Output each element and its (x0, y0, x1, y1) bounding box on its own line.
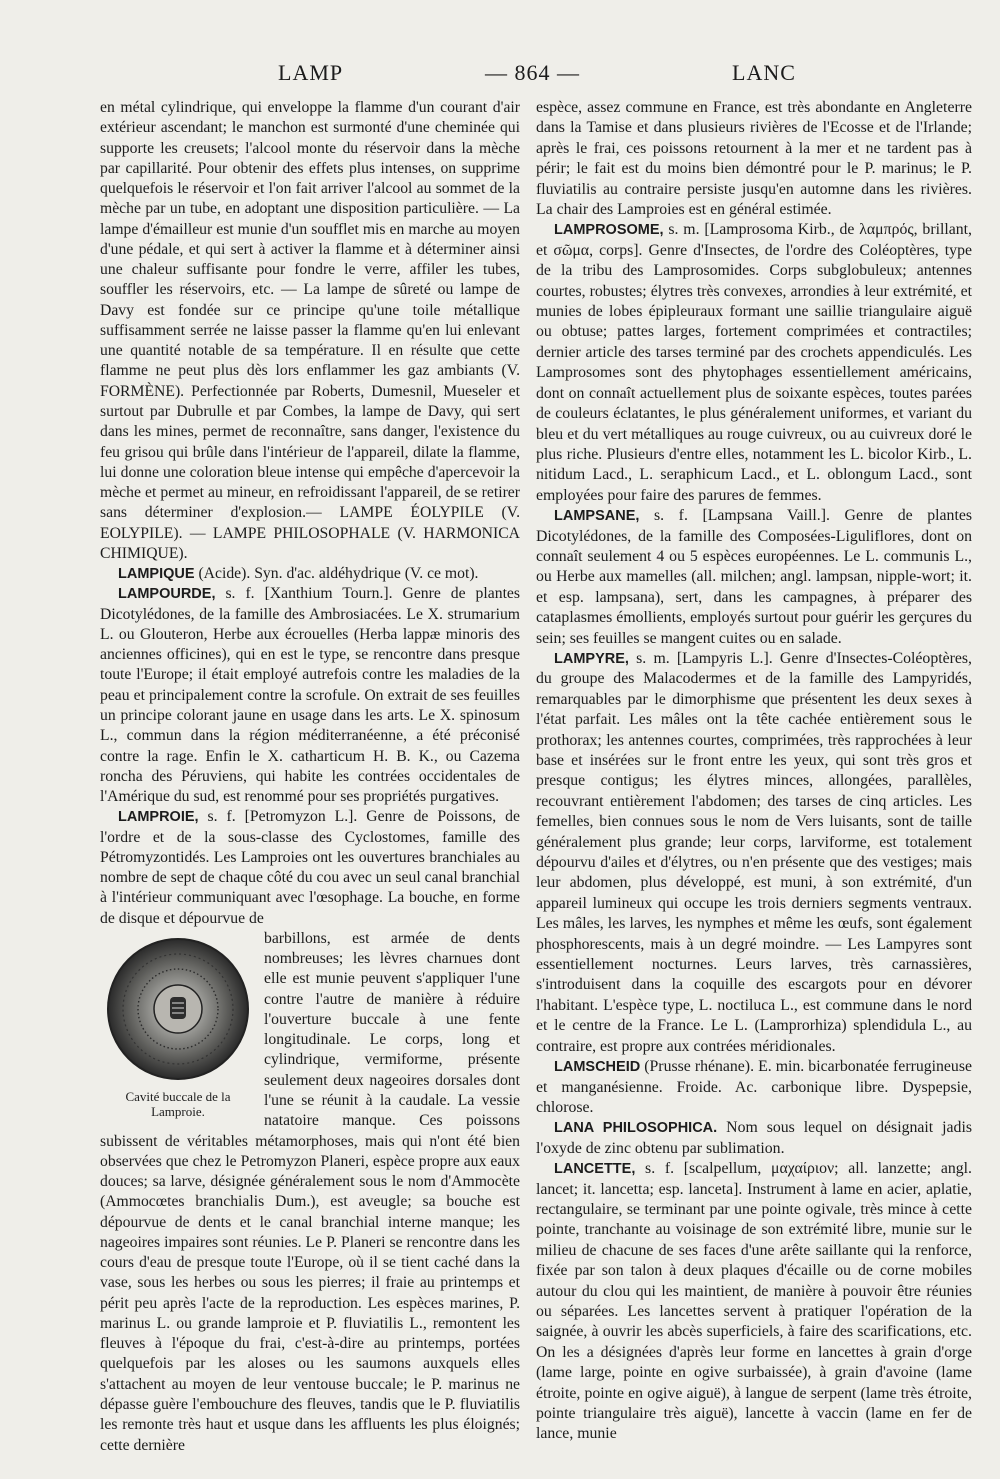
lamproie-figure-block (100, 929, 520, 1456)
definition: s. f. [scalpellum, μαχαίριον; all. lanzette; angl. lancet; it. lancetta; esp. lanceta]. Instrument à lame en acier, aplatie, rectangulaire, se terminant par une pointe ogivale, très mince à cette pointe, tranchante au voisinage de son extrémité libre, munie sur le milieu de chacune de ses faces d'une arête saillante qui la renforce, fixée par son talon à deux plaques d'écaille ou de corne mobiles autour du clou qui les maintient, de manière à pouvoir être réunies ou séparées. Les lancettes servent à pratiquer l'opération de la saignée, à ouvrir les abcès superficiels, à faire des scarifications, etc. On les a désignées d'après leur forme en lancettes à grain d'orge (lame large, pointe en ogive surbaissée), à grain d'avoine (lame étroite, pointe en ogive aiguë), à langue de serpent (lame très étroite, pointe triangulaire très aiguë), lancette à vaccin (lame en fer de lance, munie (536, 1160, 972, 1443)
right-column (536, 98, 972, 1445)
page-number: — 864 — (485, 60, 580, 85)
entry-lampsane (536, 506, 972, 649)
header-right-guideword: LANC (732, 60, 796, 85)
headword: LAMPOURDE, (118, 586, 216, 603)
headword: LANA PHILOSOPHICA. (554, 1120, 718, 1137)
lamproie-continued-text: barbillons, est armée de dents nombreuses; les lèvres charnues dont elle est munie peuvent s'appliquer l'une contre l'autre de manière à réduire l'ouverture buccale à une fente longitudinale. Le corps, long et cylindrique, vermiforme, présente seulement deux nageoires dorsales dont l'une se réunit à la caudale. La vessie natatoire manque. Ces poissons subissent de véritables métamorphoses, mais qui n'ont été bien observées que chez le Petromyzon Planeri, espèce propre aux eaux douces; sa larve, désignée généralement sous le nom d'Ammocète (Ammocœtes branchialis Dum.), est aveugle; sa bouche est dépourvue de dents et le canal branchial interne manque; les nageoires impaires sont réunies. Le P. Planeri se rencontre dans les cours d'eau de presque toute l'Europe, où il se tient caché dans la vase, sous les herbes ou sous les pierres; il fraie au printemps et périt peu après l'acte de la reproduction. Les espèces marines, P. marinus L. ou grande lamproie et P. fluviatilis L., remontent les fleuves à l'époque du frai, c'est-à-dire au printemps, portées quelquefois par les aloses ou les saumons auxquels elles s'attachent au moyen de leur ventouse buccale; le P. marinus ne dépasse guère l'embouchure des fleuves, tandis que le P. fluviatilis les remonte très haut et usque dans les affluents les plus éloignés; cette dernière (100, 929, 520, 1454)
entry-lamscheid (536, 1057, 972, 1118)
lampe-continuation: en métal cylindrique, qui enveloppe la flamme d'un courant d'air extérieur ascendant; le manchon est surmonté d'une cheminée qui supporte les creusets; l'alcool monte du réservoir dans la mèche par capillarité. Pour obtenir des effets plus intenses, on supprime quelquefois le réservoir et l'on fait arriver l'alcool au sommet de la mèche par un tube, en adoptant une disposition particulière. — La lampe d'émailleur est munie d'un soufflet mis en marche au moyen d'une pédale, et qui sert à activer la flamme et à déterminer ainsi une chaleur suffisante pour fondre le verre, affiler les tubes, souffler les réservoirs, etc. — La lampe de sûreté ou lampe de Davy est fondée sur ce principe qu'une toile métallique suffisamment serrée ne laisse passer la flamme qu'en lui enlevant une quantité notable de sa température. Il en résulte que cette flamme ne peut plus dès lors enflammer les gaz ambiants (V. FORMÈNE). Perfectionnée par Roberts, Dumesnil, Mueseler et surtout par Dubrulle et par Combes, la lampe de Davy, qui sert dans les mines, permet de reconnaître, sans danger, l'existence du feu grisou qui brûle dans l'intérieur de l'appareil, dilate la flamme, lui donne une coloration bleue intense qui empêche d'apercevoir la mèche et permet au mineur, en refroidissant l'appareil, de se retirer sans déterminer d'explosion.— LAMPE ÉOLYPILE (V. EOLYPILE). — LAMPE PHILOSOPHALE (V. HARMONICA CHIMIQUE). (100, 99, 520, 562)
headword: LAMPIQUE (118, 566, 195, 583)
entry-lampourde (100, 584, 520, 807)
entry-lamprosome (536, 220, 972, 506)
definition: (Acide). Syn. d'ac. aldéhydrique (V. ce mot). (194, 565, 479, 583)
entry-lana-philosophica (536, 1118, 972, 1159)
lamprey-mouth-illustration (100, 933, 256, 1087)
headword: LAMPROIE, (118, 809, 199, 826)
headword: LAMSCHEID (554, 1059, 641, 1076)
entry-lampyre (536, 649, 972, 1057)
figure-caption: Cavité buccale de la Lamproie. (125, 1088, 231, 1119)
definition: s. m. [Lamprosoma Kirb., de λαμπρός, brillant, et σῶμα, corps]. Genre d'Insectes, de l'ordre des Coléoptères, type de la tribu des Lamprosomides. Corps subglobuleux; antennes courtes, robustes; élytres très convexes, arrondies à leur extrémité, et munies de lobes épipleuraux formant une saillie triangulaire aiguë ou obtuse; pattes larges, fortement comprimées et contractiles; dernier article des tarses terminé par des crochets appendiculés. Les Lamprosomes sont des phytophages essentiellement américains, dont on connaît actuellement plus de soixante espèces, toutes parées de couleurs éclatantes, le plus généralement uniformes, et variant du bleu et du vert métalliques au rouge cuivreux, ou au cuivreux doré le plus riche. Plusieurs d'entre elles, notamment les L. bicolor Kirb., L. nitidum Lacd., L. seraphicum Lacd., et L. oblongum Lacd., sont employées pour faire des parures de femmes. (536, 221, 972, 504)
definition: s. f. [Petromyzon L.]. Genre de Poissons, de l'ordre et de la sous-classe des Cyclostomes, famille des Pétromyzontidés. Les Lamproies ont les ouvertures branchiales au nombre de sept de chaque côté du cou avec un seul canal branchial à l'intérieur communiquant avec l'œsophage. La bouche, en forme de disque et dépourvue de (100, 808, 520, 927)
left-column (100, 98, 520, 1456)
entry-lancette (536, 1159, 972, 1445)
definition: s. f. [Xanthium Tourn.]. Genre de plantes Dicotylédones, de la famille des Ambrosiacées. Le X. strumarium L. ou Glouteron, Herbe aux écrouelles (Herba lappæ minoris des anciennes officines), qui en est le type, se rencontre dans presque toute l'Europe; il était employé autrefois contre les maladies de la peau et principalement contre la scrofule. On extrait de ses feuilles un principe colorant jaune en usage dans les arts. Le X. spinosum L., commun dans la région méditerranéenne, a été préconisé contre la rage. Enfin le X. catharticum H. B. K., ou Cazema roncha des Péruviens, qui habite les contrées occidentales de l'Amérique du sud, est renommé pour ses propriétés purgatives. (100, 585, 520, 806)
lamproie-figure (100, 933, 256, 1123)
page-header (0, 56, 1000, 92)
definition: Nom sous lequel on désignait jadis l'oxyde de zinc obtenu par sublimation. (536, 1119, 972, 1157)
definition: s. m. [Lampyris L.]. Genre d'Insectes-Coléoptères, du groupe des Malacodermes et de la famille des Lampyridés, remarquables par le dimorphisme que présentent les deux sexes à l'état parfait. Les mâles ont la tête cachée entièrement sous le prothorax; les antennes courtes, comprimées, très rapprochées à leur base et insérées sur le front entre les yeux, qui sont très gros et presque contigus; les élytres minces, allongées, parallèles, recouvrant entièrement l'abdomen; des tarses de cinq articles. Les femelles, bien connues sous le nom de Vers luisants, sont de taille généralement plus grande; leur corps, larviforme, est totalement dépourvu d'ailes et d'élytres, ou n'en présente que des vestiges; mais leur abdomen, plus développé, est muni, à son extrémité, d'un appareil lumineux qui occupe les trois derniers segments ventraux. Les mâles, les larves, les nymphes et même les œufs, sont également phosphorescents, mais à un degré moindre. — Les Lampyres sont essentiellement nocturnes. Leurs larves, très carnassières, s'introduisent dans la coquille des escargots pour en dévorer l'habitant. L'espèce type, L. noctiluca L., est commune dans le nord et le centre de la France. Le L. (Lamprorhiza) splendidula L., au contraire, est propre aux contrées méridionales. (536, 649, 972, 1055)
header-left-guideword: LAMP (278, 60, 344, 85)
definition: s. f. [Lampsana Vaill.]. Genre de plantes Dicotylédones, de la famille des Composées-Liguliflores, dont on connaît seulement 4 ou 5 espèces européennes. Le L. communis L., ou Herbe aux mamelles (all. milchen; angl. lampsan, nipple-wort; it. et esp. lampsana), sert, dans les campagnes, à préparer des cataplasmes émollients, employés surtout pour guérir les gerçures du sein; ses feuilles se mangent cuites ou en salade. (536, 507, 972, 647)
headword: LAMPYRE, (554, 650, 629, 667)
entry-lamproie (100, 807, 520, 929)
headword: LAMPSANE, (554, 508, 640, 525)
entry-lampique (100, 564, 520, 584)
lamproie-continuation: espèce, assez commune en France, est très abondante en Angleterre dans la Tamise et dans plusieurs rivières de l'Ecosse et de l'Irlande; après le frai, ces poissons retournent à la mer et ne tardent pas à périr; le fait est du moins bien démontré pour le P. marinus; le P. fluviatilis au contraire persiste jusqu'en automne dans les rivières. La chair des Lamproies est en général estimée. (536, 99, 972, 219)
definition: (Prusse rhénane). E. min. bicarbonatée ferrugineuse et manganésienne. Froide. Ac. carbonique libre. Dyspepsie, chlorose. (536, 1058, 972, 1116)
headword: LAMPROSOME, (554, 222, 664, 239)
headword: LANCETTE, (554, 1161, 636, 1178)
